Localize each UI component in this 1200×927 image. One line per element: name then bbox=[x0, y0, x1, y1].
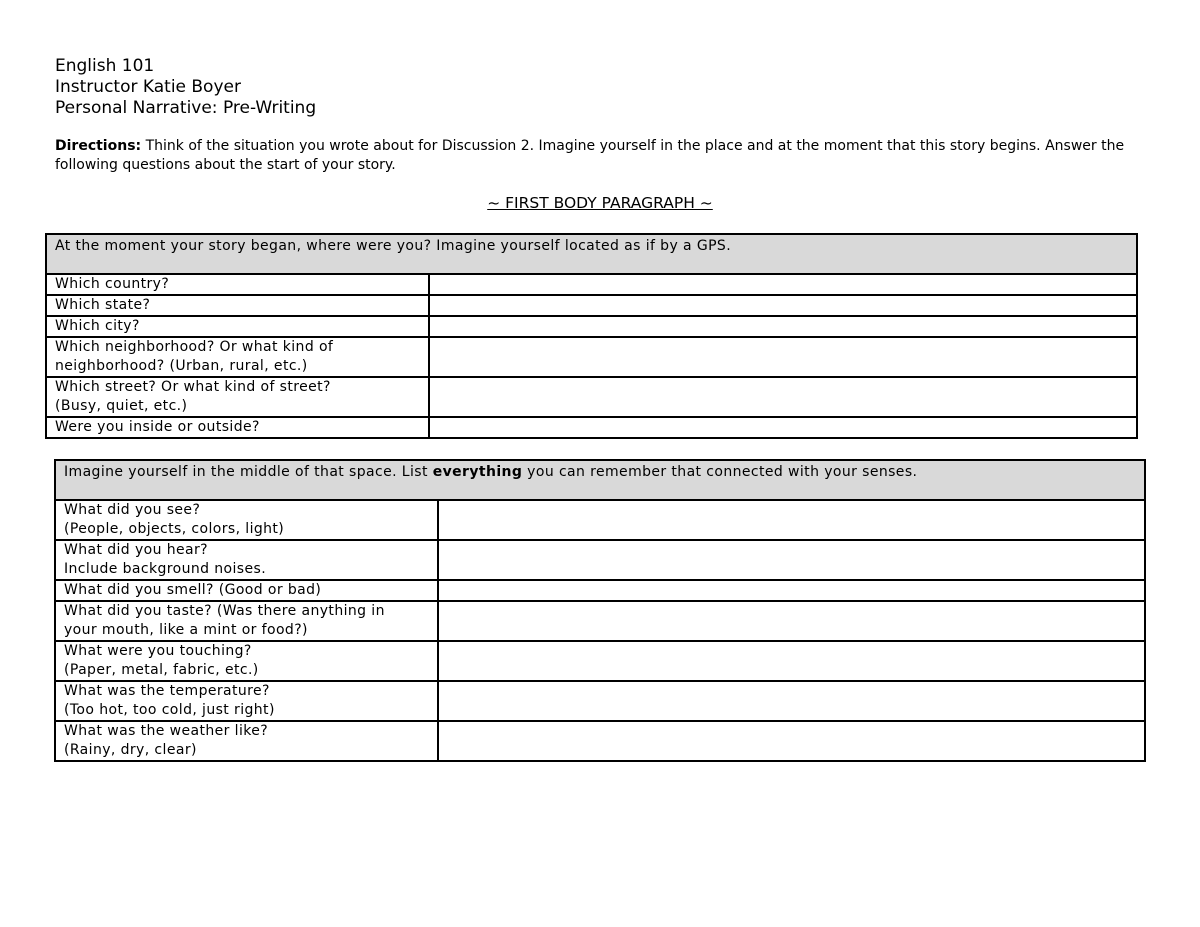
answer-cell[interactable] bbox=[429, 316, 1137, 337]
question-label: What did you smell? (Good or bad) bbox=[55, 580, 438, 601]
table-row bbox=[46, 316, 1137, 337]
question-label: Which state? bbox=[46, 295, 429, 316]
question-label: Which city? bbox=[46, 316, 429, 337]
answer-cell[interactable] bbox=[438, 681, 1145, 721]
answer-cell[interactable] bbox=[429, 274, 1137, 295]
question-label: Which country? bbox=[46, 274, 429, 295]
answer-cell[interactable] bbox=[438, 601, 1145, 641]
senses-table-heading: Imagine yourself in the middle of that space. List everything you can remember that connected with your senses. bbox=[55, 460, 1145, 500]
table-row bbox=[55, 681, 1145, 721]
table-row bbox=[55, 540, 1145, 580]
answer-cell[interactable] bbox=[429, 417, 1137, 438]
question-label: What did you hear? Include background noises. bbox=[55, 540, 438, 580]
table-row bbox=[55, 641, 1145, 681]
table-row bbox=[55, 721, 1145, 761]
table-row bbox=[46, 274, 1137, 295]
question-label: Which neighborhood? Or what kind of neighborhood? (Urban, rural, etc.) bbox=[46, 337, 429, 377]
directions bbox=[55, 137, 1145, 175]
answer-cell[interactable] bbox=[429, 337, 1137, 377]
answer-cell[interactable] bbox=[438, 721, 1145, 761]
question-label: What were you touching? (Paper, metal, fabric, etc.) bbox=[55, 641, 438, 681]
document-header bbox=[55, 56, 316, 119]
answer-cell[interactable] bbox=[429, 377, 1137, 417]
directions-text: Think of the situation you wrote about for Discussion 2. Imagine yourself in the place and at the moment that this story begins. Answer the following questions about the start of your story. bbox=[55, 138, 1125, 173]
question-label: What was the temperature? (Too hot, too cold, just right) bbox=[55, 681, 438, 721]
question-label: Which street? Or what kind of street? (Busy, quiet, etc.) bbox=[46, 377, 429, 417]
table-row bbox=[46, 417, 1137, 438]
senses-table-heading-row bbox=[55, 460, 1145, 500]
table-row bbox=[46, 377, 1137, 417]
answer-cell[interactable] bbox=[438, 500, 1145, 540]
answer-cell[interactable] bbox=[438, 580, 1145, 601]
location-table-heading-row bbox=[46, 234, 1137, 274]
answer-cell[interactable] bbox=[438, 540, 1145, 580]
table-row bbox=[46, 295, 1137, 316]
table-row bbox=[55, 500, 1145, 540]
answer-cell[interactable] bbox=[429, 295, 1137, 316]
question-label: Were you inside or outside? bbox=[46, 417, 429, 438]
question-label: What did you taste? (Was there anything in your mouth, like a mint or food?) bbox=[55, 601, 438, 641]
table-row bbox=[55, 601, 1145, 641]
answer-cell[interactable] bbox=[438, 641, 1145, 681]
location-table bbox=[45, 233, 1138, 439]
instructor-name: Instructor Katie Boyer bbox=[55, 77, 241, 97]
location-table-heading: At the moment your story began, where were you? Imagine yourself located as if by a GPS. bbox=[46, 234, 1137, 274]
course-name: English 101 bbox=[55, 56, 155, 76]
question-label: What was the weather like? (Rainy, dry, clear) bbox=[55, 721, 438, 761]
section-title: ~ FIRST BODY PARAGRAPH ~ bbox=[487, 194, 713, 212]
senses-table bbox=[54, 459, 1146, 762]
table-row bbox=[55, 580, 1145, 601]
question-label: What did you see? (People, objects, colors, light) bbox=[55, 500, 438, 540]
directions-label: Directions: bbox=[55, 138, 142, 154]
table-row bbox=[46, 337, 1137, 377]
assignment-title: Personal Narrative: Pre-Writing bbox=[55, 98, 317, 118]
